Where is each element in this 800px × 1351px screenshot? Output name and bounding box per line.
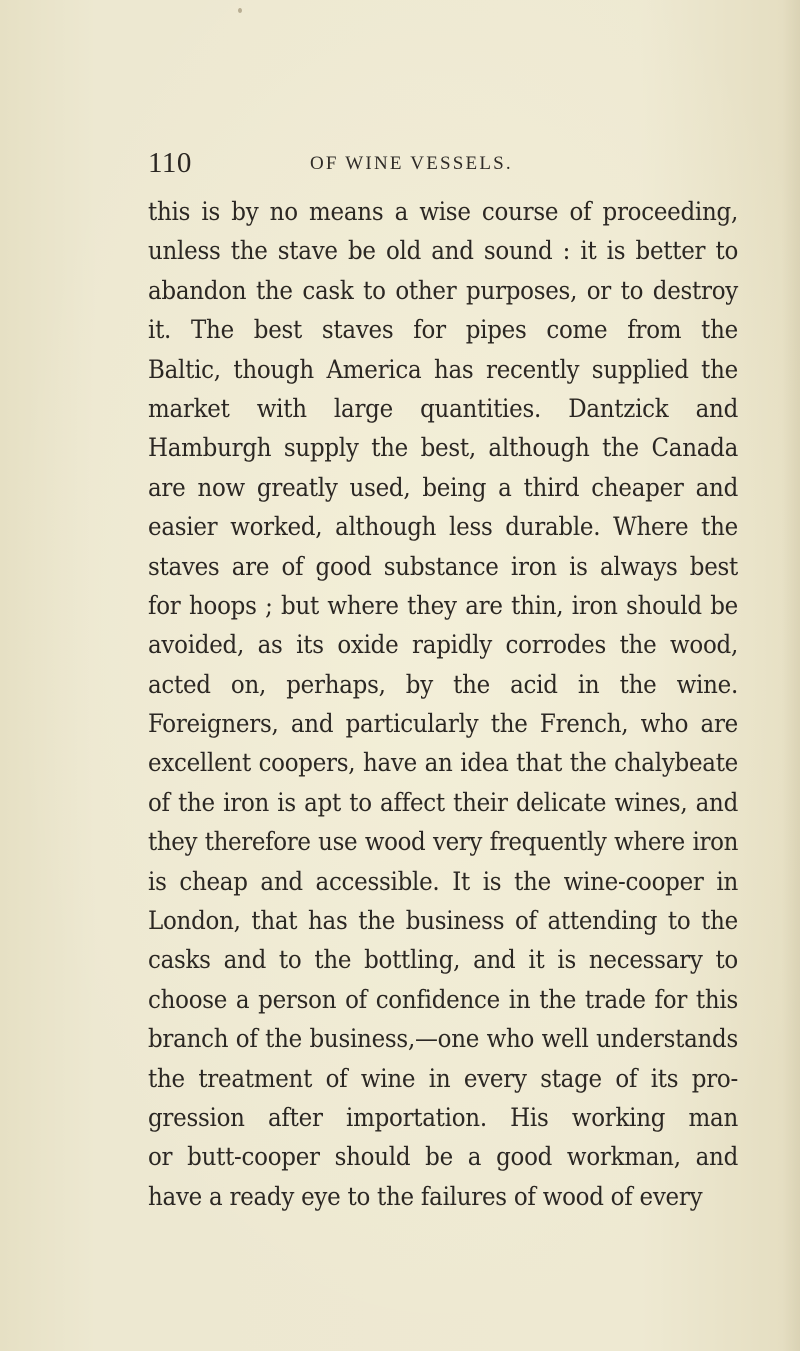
text-line: is cheap and accessible. It is the wine-cooper in [148,866,738,897]
running-title: OF WINE VESSELS. [310,153,513,174]
text-line: unless the stave be old and sound : it is better to [148,236,738,267]
text-line: have a ready eye to the failures of wood of every [148,1181,703,1212]
text-line: Hamburgh supply the best, although the Canada [148,433,738,464]
text-line: market with large quantities. Dantzick and [148,393,738,424]
text-line: Baltic, though America has recently supplied the [148,354,738,385]
text-line: for hoops ; but where they are thin, iron should be [148,590,738,621]
text-line: this is by no means a wise course of proceeding, [148,197,738,227]
text-line: choose a person of confidence in the trade for this [148,984,738,1015]
body-text [148,193,738,1217]
text-line: abandon the cask to other purposes, or to destroy [148,275,738,306]
paper-speck [238,8,242,13]
text-line: branch of the business,—one who well understands [148,1024,738,1055]
text-line: avoided, as its oxide rapidly corrodes the wood, [148,630,738,661]
text-line: casks and to the bottling, and it is necessary to [148,945,738,976]
page-edge-shadow [782,0,800,1351]
text-line: gression after importation. His working man [148,1102,738,1133]
text-line: London, that has the business of attending to the [148,906,738,937]
text-line: or butt-cooper should be a good workman, and [148,1142,738,1173]
page-number: 110 [148,147,192,179]
text-line: excellent coopers, have an idea that the chalybeate [148,748,738,779]
text-line: acted on, perhaps, by the acid in the wine. [148,669,738,700]
text-line: the treatment of wine in every stage of its pro- [148,1063,738,1094]
text-line: Foreigners, and particularly the French, who are [148,709,738,740]
text-line: they therefore use wood very frequently where iron [148,827,738,858]
text-line: it. The best staves for pipes come from the [148,315,738,346]
running-head [148,146,708,180]
text-line: are now greatly used, being a third cheaper and [148,472,738,503]
text-line: of the iron is apt to affect their delicate wines, and [148,787,738,818]
text-line: staves are of good substance iron is always best [148,551,738,582]
text-line: easier worked, although less durable. Where the [148,512,738,543]
